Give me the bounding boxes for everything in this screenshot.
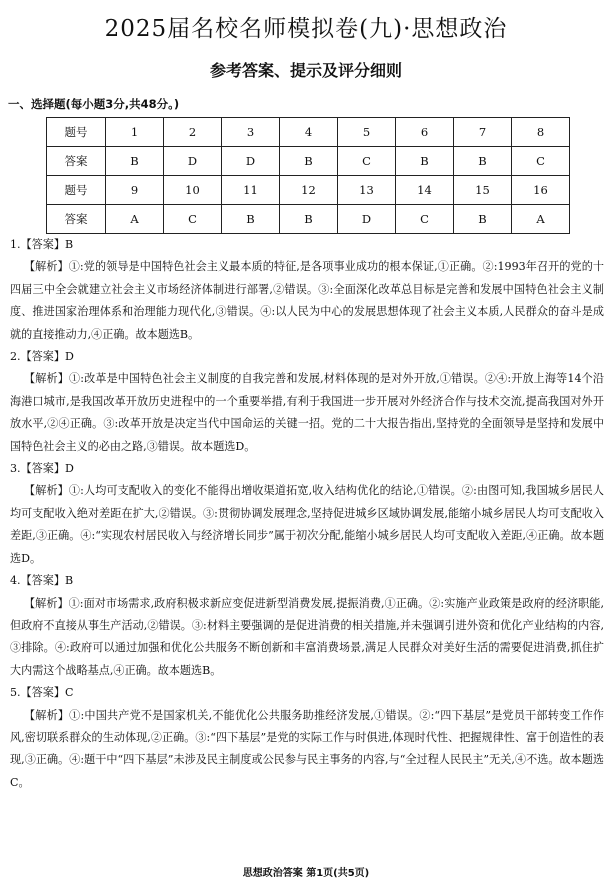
answer-explanations — [10, 234, 604, 794]
table-cell: C — [396, 205, 454, 234]
answer-heading: 5.【答案】C — [10, 686, 74, 700]
table-cell: C — [164, 205, 222, 234]
table-cell: B — [222, 205, 280, 234]
explanation-text: 【解析】①:党的领导是中国特色社会主义最本质的特征,是各项事业成功的根本保证,①正确。②:1993年召开的党的十四届三中全会就建立社会主义市场经济体制进行部署,②错误。③:全面深化改革总目标是完善和发展中国特色社会主义制度、推进国家治理体系和治理能力现代化,③错误。④:以人民为中心的发展思想体现了社会主义本质,人民群众的奋斗是成就的直接推动力,④正确。故本题选B。 — [10, 260, 604, 341]
answer-item — [10, 682, 604, 794]
table-cell: D — [338, 205, 396, 234]
explanation-text: 【解析】①:面对市场需求,政府积极求新应变促进新型消费发展,提振消费,①正确。②:实施产业政策是政府的经济职能,但政府不直接从事生产活动,②错误。③:材料主要强调的是促进消费的相关措施,并未强调引进外资和优化产业结构的内容,③排除。④:政府可以通过加强和优化公共服务不断创新和丰富消费场景,满足人民群众对美好生活的需要促进消费,抓住扩大内需这个战略基点,④正确。故本题选B。 — [10, 596, 604, 677]
table-cell: B — [454, 205, 512, 234]
table-cell: A — [106, 205, 164, 234]
table-cell: C — [338, 147, 396, 176]
answer-table — [46, 117, 570, 234]
page-title: 2025届名校名师模拟卷(九)·思想政治 — [104, 16, 508, 42]
table-cell: B — [454, 147, 512, 176]
answer-heading: 2.【答案】D — [10, 350, 74, 364]
answer-item — [10, 346, 604, 458]
table-row — [47, 205, 570, 234]
table-cell: 6 — [396, 118, 454, 147]
table-cell: D — [222, 147, 280, 176]
explanation-text: 【解析】①:改革是中国特色社会主义制度的自我完善和发展,材料体现的是对外开放,①错误。②④:开放上海等14个沿海港口城市,是我国改革开放历史进程中的一个重要举措,有利于我国进一步开展对外经济合作与技术交流,提高我国对外开放水平,②④正确。③:改革开放是决定当代中国命运的关键一招。党的二十大报告指出,坚持党的全面领导是坚持和发展中国特色社会主义的必由之路,③错误。故本题选D。 — [10, 372, 604, 453]
table-row — [47, 176, 570, 205]
table-cell: B — [106, 147, 164, 176]
table-cell: 7 — [454, 118, 512, 147]
row-label: 答案 — [47, 147, 106, 176]
explanation-text: 【解析】①:人均可支配收入的变化不能得出增收渠道拓宽,收入结构优化的结论,①错误。②:由图可知,我国城乡居民人均可支配收入绝对差距在扩大,②错误。③:贯彻协调发展理念,坚持促进城乡区域协调发展,能缩小城乡居民人均可支配收入差距,③正确。④:“实现农村居民收入与经济增长同步”属于初次分配,能缩小城乡居民人均可支配收入差距,④正确。故本题选D。 — [10, 484, 604, 565]
answer-heading: 4.【答案】B — [10, 574, 74, 588]
table-cell: C — [512, 147, 570, 176]
row-label: 题号 — [47, 176, 106, 205]
answer-item — [10, 458, 604, 570]
answer-item — [10, 234, 604, 346]
answer-item — [10, 570, 604, 682]
table-cell: 15 — [454, 176, 512, 205]
page-subtitle: 参考答案、提示及评分细则 — [209, 61, 402, 80]
table-cell: B — [280, 147, 338, 176]
table-cell: 16 — [512, 176, 570, 205]
table-cell: 8 — [512, 118, 570, 147]
table-cell: 13 — [338, 176, 396, 205]
table-cell: 1 — [106, 118, 164, 147]
table-cell: 10 — [164, 176, 222, 205]
table-cell: 2 — [164, 118, 222, 147]
explanation-text: 【解析】①:中国共产党不是国家机关,不能优化公共服务助推经济发展,①错误。②:“四下基层”是党员干部转变工作作风,密切联系群众的生动体现,②正确。③:“四下基层”是党的实际工作与时俱进,体现时代性、把握规律性、富于创造性的表现,③正确。④:题干中“四下基层”未涉及民主制度或公民参与民主事务的内容,与“全过程人民民主”无关,④不选。故本题选C。 — [10, 708, 604, 789]
answer-heading: 1.【答案】B — [10, 238, 74, 251]
table-cell: 4 — [280, 118, 338, 147]
table-cell: 3 — [222, 118, 280, 147]
table-cell: A — [512, 205, 570, 234]
row-label: 答案 — [47, 205, 106, 234]
table-cell: 5 — [338, 118, 396, 147]
table-cell: 12 — [280, 176, 338, 205]
table-cell: 11 — [222, 176, 280, 205]
table-row — [47, 118, 570, 147]
section-heading: 一、选择题(每小题3分,共48分。) — [8, 97, 180, 111]
table-cell: 14 — [396, 176, 454, 205]
answer-heading: 3.【答案】D — [10, 462, 74, 476]
table-row — [47, 147, 570, 176]
page-footer: 思想政治答案 第1页(共5页) — [242, 868, 370, 879]
row-label: 题号 — [47, 118, 106, 147]
table-cell: B — [280, 205, 338, 234]
table-cell: 9 — [106, 176, 164, 205]
table-cell: B — [396, 147, 454, 176]
table-cell: D — [164, 147, 222, 176]
